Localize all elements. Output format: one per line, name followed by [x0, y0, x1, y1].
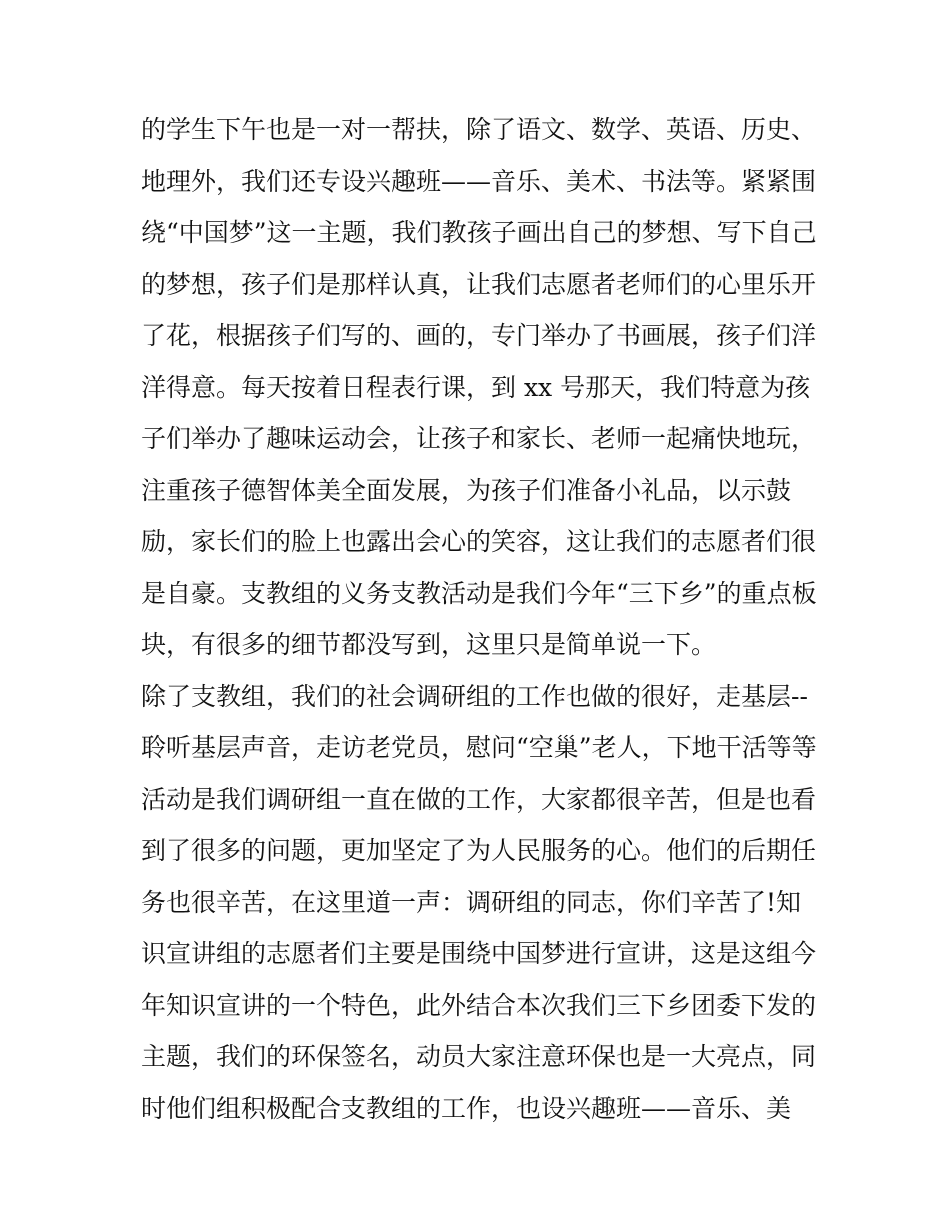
text-line: 子们举办了趣味运动会，让孩子和家长、老师一起痛快地玩， [141, 424, 817, 453]
text-line: 活动是我们调研组一直在做的工作，大家都很辛苦，但是也看 [141, 784, 817, 814]
text-line: 了花，根据孩子们写的、画的，专门举办了书画展，孩子们洋 [141, 321, 817, 350]
text-line: 除了支教组，我们的社会调研组的工作也做的很好，走基层-- [141, 681, 808, 711]
text-line: 聆听基层声音，走访老党员，慰问“空巢”老人，下地干活等等 [141, 733, 817, 762]
text-line: 的学生下午也是一对一帮扶，除了语文、数学、英语、历史、 [141, 115, 817, 144]
text-line: 时他们组积极配合支教组的工作，也设兴趣班——音乐、美 [141, 1093, 792, 1123]
text-line: 洋得意。每天按着日程表行课，到 xx 号那天，我们特意为孩 [141, 372, 811, 402]
text-line: 务也很辛苦，在这里道一声：调研组的同志，你们辛苦了!知 [141, 887, 802, 917]
text-line: 绕“中国梦”这一主题，我们教孩子画出自己的梦想、写下自己 [141, 218, 817, 247]
text-line: 到了很多的问题，更加坚定了为人民服务的心。他们的后期任 [141, 836, 817, 865]
text-line: 地理外，我们还专设兴趣班——音乐、美术、书法等。紧紧围 [141, 166, 817, 196]
text-line: 识宣讲组的志愿者们主要是围绕中国梦进行宣讲，这是这组今 [141, 939, 817, 968]
text-line: 励，家长们的脸上也露出会心的笑容，这让我们的志愿者们很 [141, 527, 817, 556]
text-line: 块，有很多的细节都没写到，这里只是简单说一下。 [141, 630, 717, 659]
text-line: 注重孩子德智体美全面发展，为孩子们准备小礼品，以示鼓 [141, 475, 792, 505]
text-line: 是自豪。支教组的义务支教活动是我们今年“三下乡”的重点板 [141, 578, 817, 608]
text-line: 主题，我们的环保签名，动员大家注意环保也是一大亮点，同 [141, 1042, 817, 1071]
text-line: 年知识宣讲的一个特色，此外结合本次我们三下乡团委下发的 [141, 990, 817, 1020]
body-text [141, 104, 821, 1134]
text-line: 的梦想，孩子们是那样认真，让我们志愿者老师们的心里乐开 [141, 269, 817, 299]
